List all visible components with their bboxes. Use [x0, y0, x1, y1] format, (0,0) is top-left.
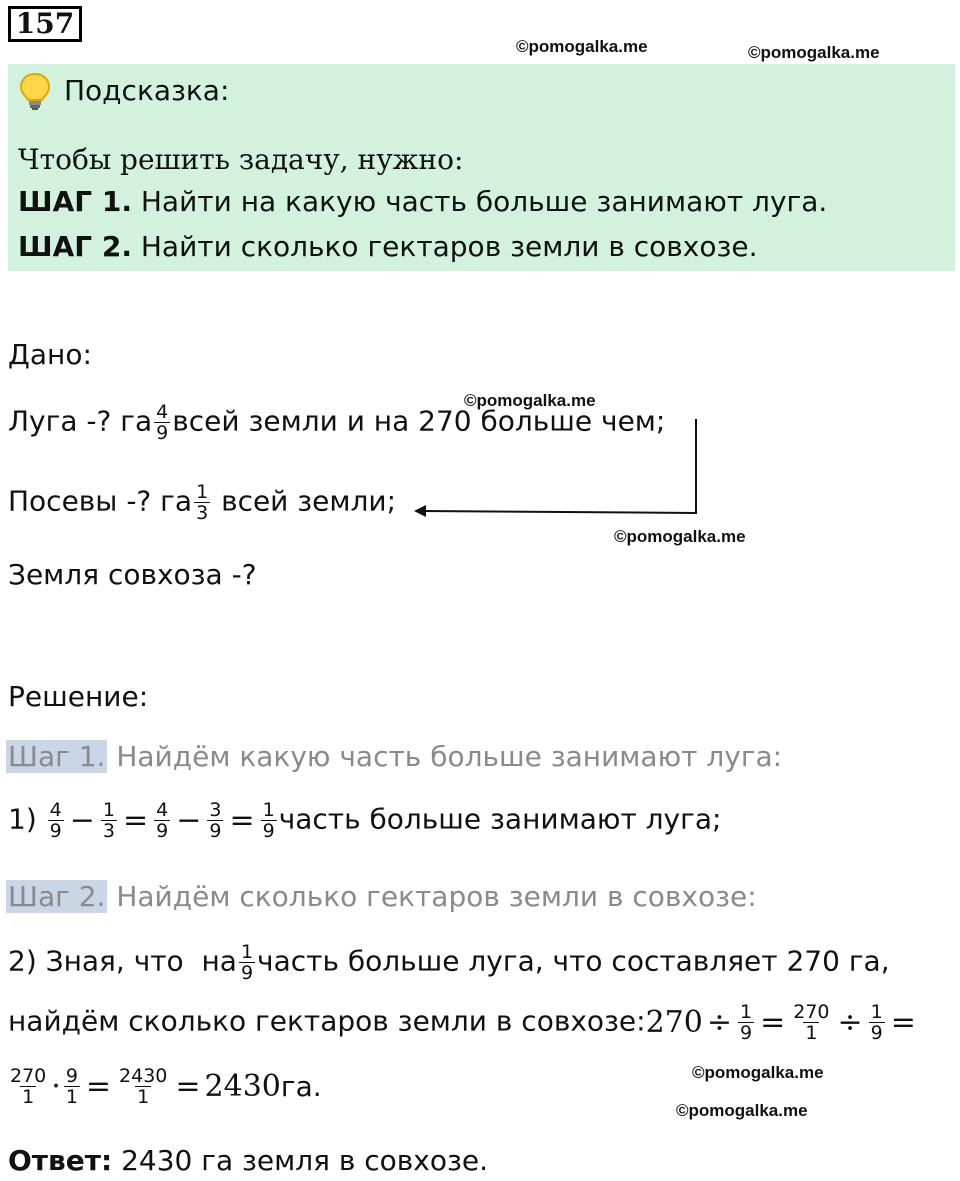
- calc-3: [8, 1002, 920, 1043]
- fraction: $\frac{1}{9}$: [240, 941, 254, 984]
- problem-number: 157: [8, 6, 82, 42]
- watermark: ©pomogalka.me: [676, 1101, 808, 1120]
- hint-step-text: Найти на какую часть больше занимают луга.: [131, 185, 828, 218]
- equals-sign: =: [229, 803, 255, 838]
- equals-sign: =: [85, 1069, 112, 1104]
- fraction: $\frac{1}{3}$: [196, 481, 209, 524]
- hint-title: Подсказка:: [64, 74, 230, 107]
- given-text: всей земли;: [221, 484, 397, 518]
- calc-2: [8, 942, 890, 983]
- result-number: 2430: [204, 1069, 281, 1104]
- watermark: ©pomogalka.me: [692, 1063, 824, 1082]
- fraction: $\frac{1}{3}$: [102, 799, 115, 842]
- answer-text: 2430 га земля в совхозе.: [112, 1144, 489, 1177]
- fraction: $\frac{270}{1}$: [10, 1065, 47, 1108]
- fraction: $\frac{4}{9}$: [156, 401, 169, 444]
- equals-sign: =: [890, 1005, 916, 1040]
- given-text: Луга -? га: [8, 404, 153, 438]
- step-text: Найдём какую часть больше занимают луга:: [107, 740, 783, 773]
- minus-sign: −: [176, 803, 202, 838]
- multiply-sign: ·: [51, 1069, 61, 1104]
- equals-sign: =: [760, 1005, 786, 1040]
- hint-step-label: ШАГ 2.: [18, 230, 132, 263]
- number: 270: [645, 1005, 703, 1040]
- lightbulb-icon: [18, 72, 52, 112]
- answer-label: Ответ:: [8, 1144, 113, 1177]
- divide-sign: ÷: [837, 1005, 863, 1040]
- answer: [8, 1144, 488, 1177]
- step-label: Шаг 2.: [8, 880, 106, 913]
- calc-4: [6, 1066, 322, 1107]
- hint-step-text: Найти сколько гектаров земли в совхозе.: [131, 230, 758, 263]
- watermark: ©pomogalka.me: [464, 391, 596, 410]
- minus-sign: −: [69, 803, 95, 838]
- watermark: ©pomogalka.me: [614, 527, 746, 546]
- fraction: $\frac{2430}{1}$: [119, 1065, 168, 1108]
- equals-sign: =: [122, 803, 149, 838]
- calc-text: найдём сколько гектаров земли в совхозе:: [8, 1004, 646, 1038]
- solution-step-2: [6, 880, 757, 913]
- equals-sign: =: [175, 1069, 201, 1104]
- fraction: $\frac{9}{1}$: [65, 1065, 78, 1108]
- solution-step-1: [6, 740, 782, 773]
- fraction: $\frac{3}{9}$: [209, 799, 222, 842]
- hint-step-1: [18, 185, 827, 218]
- calc-prefix: 1): [8, 802, 37, 836]
- watermark: ©pomogalka.me: [516, 37, 648, 56]
- fraction: $\frac{1}{9}$: [740, 1001, 753, 1044]
- fraction: $\frac{270}{1}$: [793, 1001, 830, 1044]
- calc-text: 2) Зная, что на: [8, 944, 237, 978]
- divide-sign: ÷: [706, 1005, 732, 1040]
- given-text: Посевы -? га: [8, 484, 193, 518]
- calc-suffix: часть больше занимают луга;: [278, 802, 722, 836]
- step-text: Найдём сколько гектаров земли в совхозе:: [107, 880, 757, 913]
- watermark: ©pomogalka.me: [748, 43, 880, 62]
- calc-1: [8, 800, 721, 841]
- relation-arrow: [410, 415, 710, 525]
- fraction: $\frac{1}{9}$: [870, 1001, 883, 1044]
- fraction: $\frac{1}{9}$: [262, 799, 275, 842]
- given-line-farm: Земля совхоза -?: [8, 558, 257, 591]
- calc-text: часть больше луга, что составляет 270 га,: [257, 944, 890, 978]
- fraction: $\frac{4}{9}$: [49, 799, 62, 842]
- solution-heading: Решение:: [8, 680, 149, 713]
- hint-step-label: ШАГ 1.: [18, 185, 132, 218]
- result-unit: га.: [280, 1070, 322, 1103]
- hint-step-2: [18, 230, 757, 263]
- given-heading: Дано:: [8, 338, 92, 371]
- given-line-crops: [8, 482, 396, 523]
- step-label: Шаг 1.: [8, 740, 106, 773]
- given-text: всей земли и на 270 больше чем;: [172, 404, 666, 438]
- hint-intro: Чтобы решить задачу, нужно:: [18, 143, 464, 176]
- fraction: $\frac{4}{9}$: [156, 799, 169, 842]
